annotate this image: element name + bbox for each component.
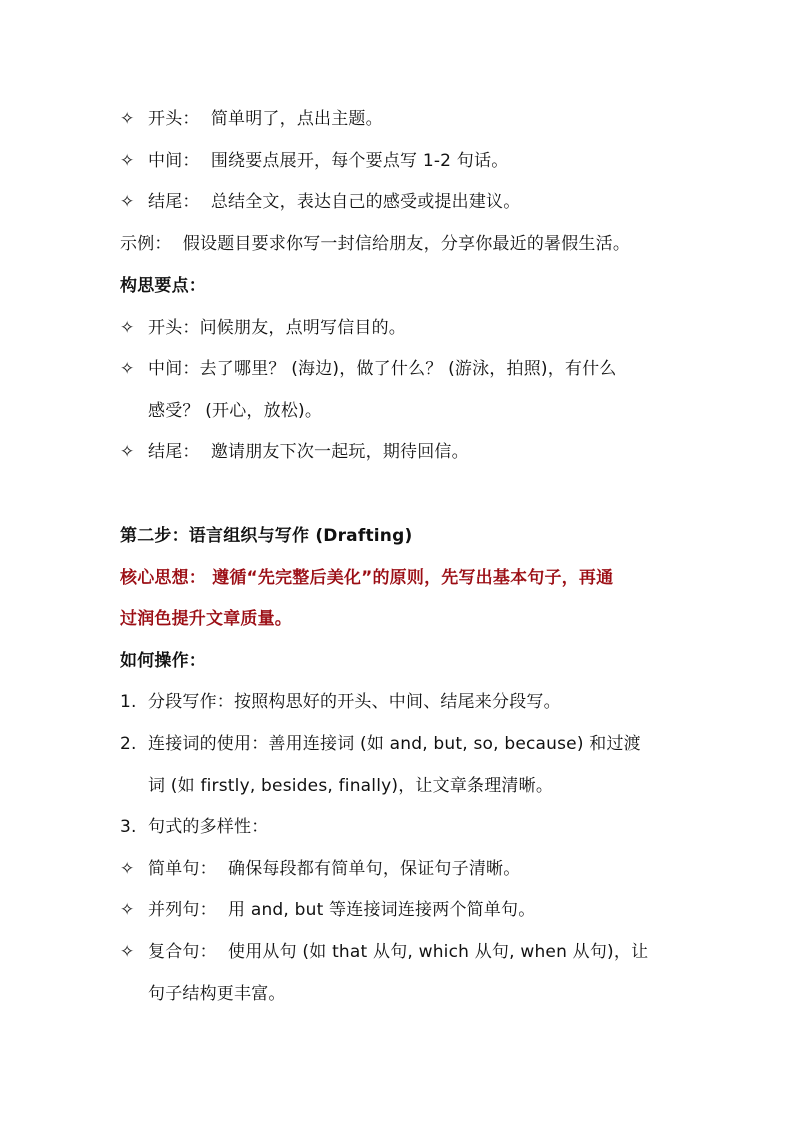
item-text: 中间：去了哪里？ (海边)，做了什么？ (游泳，拍照)，有什么 <box>148 359 617 379</box>
item-label: 并列句： <box>148 900 217 920</box>
item-text: 句式的多样性： <box>148 817 269 837</box>
item-label: 中间： <box>148 151 200 171</box>
item-number: 2. <box>120 734 137 754</box>
diamond-bullet-icon: ✧ <box>120 318 135 338</box>
how-item-3 <box>120 817 268 837</box>
item-text: 使用从句 (如 that 从句, which 从句, when 从句)，让 <box>228 942 649 962</box>
item-label: 开头： <box>148 109 200 129</box>
diamond-bullet-icon: ✧ <box>120 859 135 879</box>
example-line <box>120 234 630 254</box>
plan-heading: 构思要点： <box>120 276 206 296</box>
item-label: 复合句： <box>148 942 217 962</box>
item-label: 结尾： <box>148 442 200 462</box>
item-text: 总结全文，表达自己的感受或提出建议。 <box>210 192 521 212</box>
sentence-type-complex-continuation: 句子结构更丰富。 <box>148 984 286 1004</box>
item-label: 结尾： <box>148 192 200 212</box>
diamond-bullet-icon: ✧ <box>120 942 135 962</box>
diamond-bullet-icon: ✧ <box>120 151 135 171</box>
how-heading: 如何操作： <box>120 651 206 671</box>
item-text: 连接词的使用：善用连接词 (如 and, but, so, because) 和过渡 <box>148 734 641 754</box>
diamond-bullet-icon: ✧ <box>120 109 135 129</box>
item-number: 3. <box>120 817 137 837</box>
diamond-bullet-icon: ✧ <box>120 442 135 462</box>
item-text: 分段写作：按照构思好的开头、中间、结尾来分段写。 <box>148 692 561 712</box>
diamond-bullet-icon: ✧ <box>120 900 135 920</box>
core-idea-line2: 过润色提升文章质量。 <box>120 609 292 629</box>
core-idea-line1: 核心思想： 遵循“先完整后美化”的原则，先写出基本句子，再通 <box>120 568 614 588</box>
item-text: 简单明了，点出主题。 <box>210 109 383 129</box>
example-label: 示例： <box>120 234 172 254</box>
item-text: 邀请朋友下次一起玩，期待回信。 <box>210 442 469 462</box>
diamond-bullet-icon: ✧ <box>120 192 135 212</box>
how-item-2-continuation: 词 (如 firstly, besides, finally)，让文章条理清晰。 <box>148 776 554 796</box>
item-text: 开头：问候朋友，点明写信目的。 <box>148 318 406 338</box>
plan-item-ending <box>120 442 469 462</box>
item-label: 简单句： <box>148 859 217 879</box>
plan-item-middle <box>120 359 617 379</box>
item-text: 围绕要点展开，每个要点写 1-2 句话。 <box>210 151 509 171</box>
list-item-middle <box>120 151 508 171</box>
example-text: 假设题目要求你写一封信给朋友，分享你最近的暑假生活。 <box>182 234 631 254</box>
how-item-2 <box>120 734 641 754</box>
sentence-type-complex <box>120 942 648 962</box>
list-item-ending <box>120 192 520 212</box>
plan-item-middle-continuation: 感受？ (开心，放松)。 <box>148 401 323 421</box>
item-text: 用 and, but 等连接词连接两个简单句。 <box>228 900 536 920</box>
list-item-opening <box>120 109 383 129</box>
step2-heading: 第二步：语言组织与写作 (Drafting) <box>120 526 413 546</box>
diamond-bullet-icon: ✧ <box>120 359 135 379</box>
how-item-1 <box>120 692 561 712</box>
item-text: 确保每段都有简单句，保证句子清晰。 <box>228 859 521 879</box>
item-number: 1. <box>120 692 137 712</box>
sentence-type-simple <box>120 859 520 879</box>
plan-item-opening <box>120 318 406 338</box>
sentence-type-compound <box>120 900 535 920</box>
